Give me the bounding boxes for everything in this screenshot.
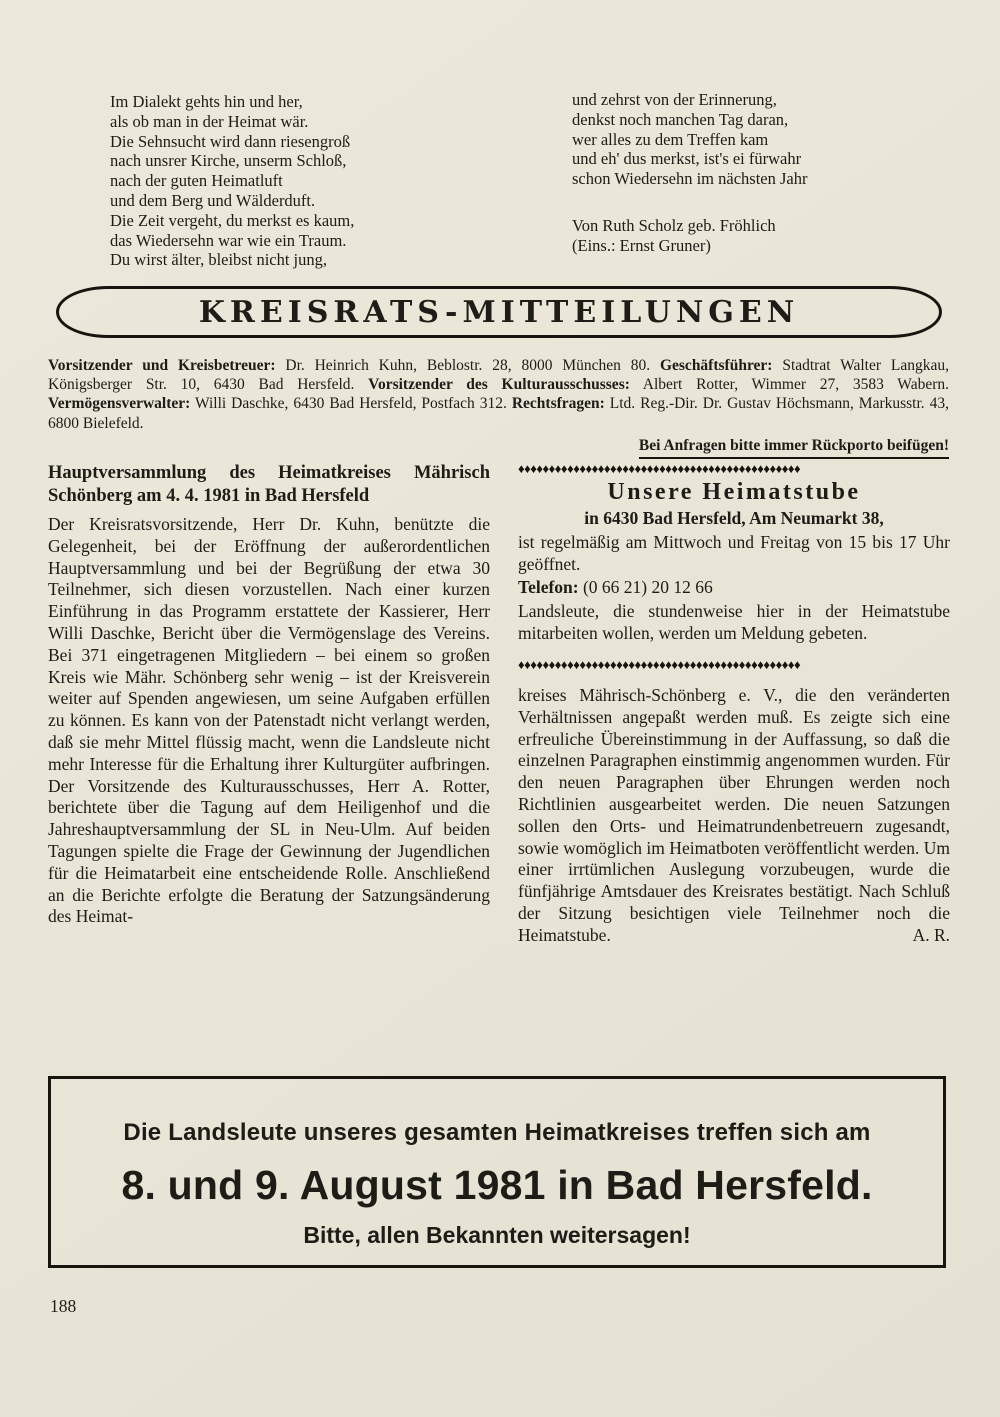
article-signature: A. R. [912, 924, 950, 945]
masthead-text [48, 356, 949, 433]
poem-line: und zehrst von der Erinnerung, [572, 90, 777, 109]
poem-left-stanza [110, 92, 440, 270]
phone-number: (0 66 21) 20 12 66 [578, 576, 713, 597]
poem-line: schon Wiedersehn im nächsten Jahr [572, 169, 808, 189]
announcement-date: 8. und 9. August 1981 in Bad Hersfeld. [121, 1162, 873, 1208]
poem-right-stanza [572, 90, 902, 256]
poem-line: nach unsrer Kirche, unserm Schloß, [110, 151, 347, 171]
poem-line: denkst noch manchen Tag daran, [572, 109, 789, 129]
article-columns [48, 462, 950, 947]
announcement-call: Bitte, allen Bekannten weitersagen! [303, 1222, 691, 1248]
masthead-role-text: Albert Rotter, Wimmer 27, 3583 Wabern. [629, 376, 949, 394]
masthead-role-label: Rechtsfragen: [511, 395, 605, 413]
poem-line: Die Zeit vergeht, du merkst es kaum, [110, 210, 355, 230]
masthead-role-text: Dr. Heinrich Kuhn, Beblostr. 28, 8000 München 80. [275, 357, 660, 374]
poem-submitter: (Eins.: Ernst Gruner) [572, 235, 711, 255]
heimatstube-hours: ist regelmäßig am Mittwoch und Freitag von 15 bis 17 Uhr geöffnet. [518, 532, 950, 574]
article-body: Der Kreisratsvorsitzende, Herr Dr. Kuhn, benützte die Gelegenheit, bei der Eröffnung der außerordentlichen Hauptversammlung und bei der Begrüßung der etwa 30 Teilnehmer, sich diesen vorzustellen. Nach einer kurzen Einführung in das Programm erstattete der Kassierer, Herr Willi Daschke, Bericht über die Vermögenslage des Vereins. Bei 371 eingetragenen Mitgliedern – bei einem so großen Kreis wie Mähr. Schönberg sehr wenig – ist der Kreisverein weiter auf Spenden angewiesen, um seine Aufgaben erfüllen zu können. Es kann von der Patenstadt nicht verlangt werden, daß sie mehr Mittel flüssig macht, wenn die Landsleute nicht mehr Interesse für die Erhaltung ihrer Kulturgüter aufbringen. Der Vorsitzende des Kulturausschusses, Herr A. Rotter, berichtete über die Tagung auf dem Heiligenhof und die Jahreshauptversammlung der SL in Neu-Ulm. Auf beiden Tagungen spielte die Frage der Gewinnung der Jugendlichen für die Heimatarbeit eine entscheidende Rolle. Anschließend an die Berichte erfolgte die Beratung der Satzungsänderung des Heimat- [48, 514, 490, 927]
masthead-role-label: Vermögensverwalter: [48, 395, 191, 413]
masthead-note-row [48, 436, 949, 459]
article-continuation: kreises Mährisch-Schönberg e. V., die den veränderten Verhältnissen angepaßt werden muß. Es zeigte sich eine erfreuliche Übereinstimmung in der Auffassung, so daß die einzelnen Paragraphen einstimmig angenommen wurden. Für den neuen Paragraphen über Ehrungen werden noch Richtlinien ausgearbeitet werden. Die neuen Satzungen sollen den Orts- und Heimatrundenbetreuern zugesandt, sowie womöglich im Heimatboten veröffentlicht werden. Um einer irrtümlichen Auslegung vorzubeugen, wurde die fünfjährige Amtsdauer des Kreisrates bestätigt. Nach Schluß der Sitzung besichtigen viele Teilnehmer noch die Heimatstube. [518, 684, 950, 945]
diamond-separator: ♦♦♦♦♦♦♦♦♦♦♦♦♦♦♦♦♦♦♦♦♦♦♦♦♦♦♦♦♦♦♦♦♦♦♦♦♦♦♦♦♦♦♦♦♦♦ [518, 462, 801, 476]
heimatstube-title: Unsere Heimatstube [607, 479, 861, 505]
rueckporto-note: Bei Anfragen bitte immer Rückporto beifügen! [639, 436, 949, 459]
masthead-role-text: Ltd. Reg.-Dir. Dr. Gustav Höchsmann, Markusstr. 43, 6800 Bielefeld. [48, 395, 949, 432]
section-title: KREISRATS-MITTEILUNGEN [198, 294, 800, 330]
poem-line: und dem Berg und Wälderduft. [110, 190, 316, 210]
poem-line: Du wirst älter, bleibst nicht jung, [110, 250, 328, 270]
masthead-role-text: Stadtrat Walter Langkau, Königsberger Str. 10, 6430 Bad Hersfeld. [48, 357, 949, 394]
poem-attribution [572, 216, 902, 256]
poem-line: Im Dialekt gehts hin und her, [110, 92, 303, 111]
masthead [48, 356, 949, 459]
poem-line: Die Sehnsucht wird dann riesengroß [110, 131, 351, 151]
page-number: 188 [50, 1296, 77, 1316]
diamond-separator: ♦♦♦♦♦♦♦♦♦♦♦♦♦♦♦♦♦♦♦♦♦♦♦♦♦♦♦♦♦♦♦♦♦♦♦♦♦♦♦♦♦♦♦♦♦♦ [518, 657, 801, 672]
poem-line: nach der guten Heimatluft [110, 171, 283, 191]
announcement-box [48, 1076, 946, 1268]
phone-label: Telefon: [518, 576, 579, 597]
masthead-role-text: Willi Daschke, 6430 Bad Hersfeld, Postfach 312. [190, 395, 512, 413]
poem-author: Von Ruth Scholz geb. Fröhlich [572, 215, 776, 235]
heimatstube-address: in 6430 Bad Hersfeld, Am Neumarkt 38, [584, 508, 884, 528]
heimatstube-note: Landsleute, die stundenweise hier in der Heimatstube mitarbeiten wollen, werden um Meldung gebeten. [518, 601, 950, 644]
poem-line: das Wiedersehn war wie ein Traum. [110, 230, 347, 250]
poem-line: und eh' dus merkst, ist's ei fürwahr [572, 149, 802, 169]
masthead-role-label: Vorsitzender des Kulturausschusses: [368, 376, 630, 394]
masthead-role-label: Vorsitzender und Kreisbetreuer: [48, 357, 276, 374]
poem-line: wer alles zu dem Treffen kam [572, 129, 769, 149]
section-header-box [56, 286, 942, 338]
poem-line: als ob man in der Heimat wär. [110, 111, 309, 131]
right-column [518, 462, 950, 947]
announcement-intro: Die Landsleute unseres gesamten Heimatkreises treffen sich am [123, 1119, 871, 1146]
heimatstube-phone [518, 577, 950, 599]
masthead-role-label: Geschäftsführer: [659, 357, 773, 374]
article-heading: Hauptversammlung des Heimatkreises Mährisch Schönberg am 4. 4. 1981 in Bad Hersfeld [48, 463, 490, 506]
left-column [48, 462, 490, 947]
